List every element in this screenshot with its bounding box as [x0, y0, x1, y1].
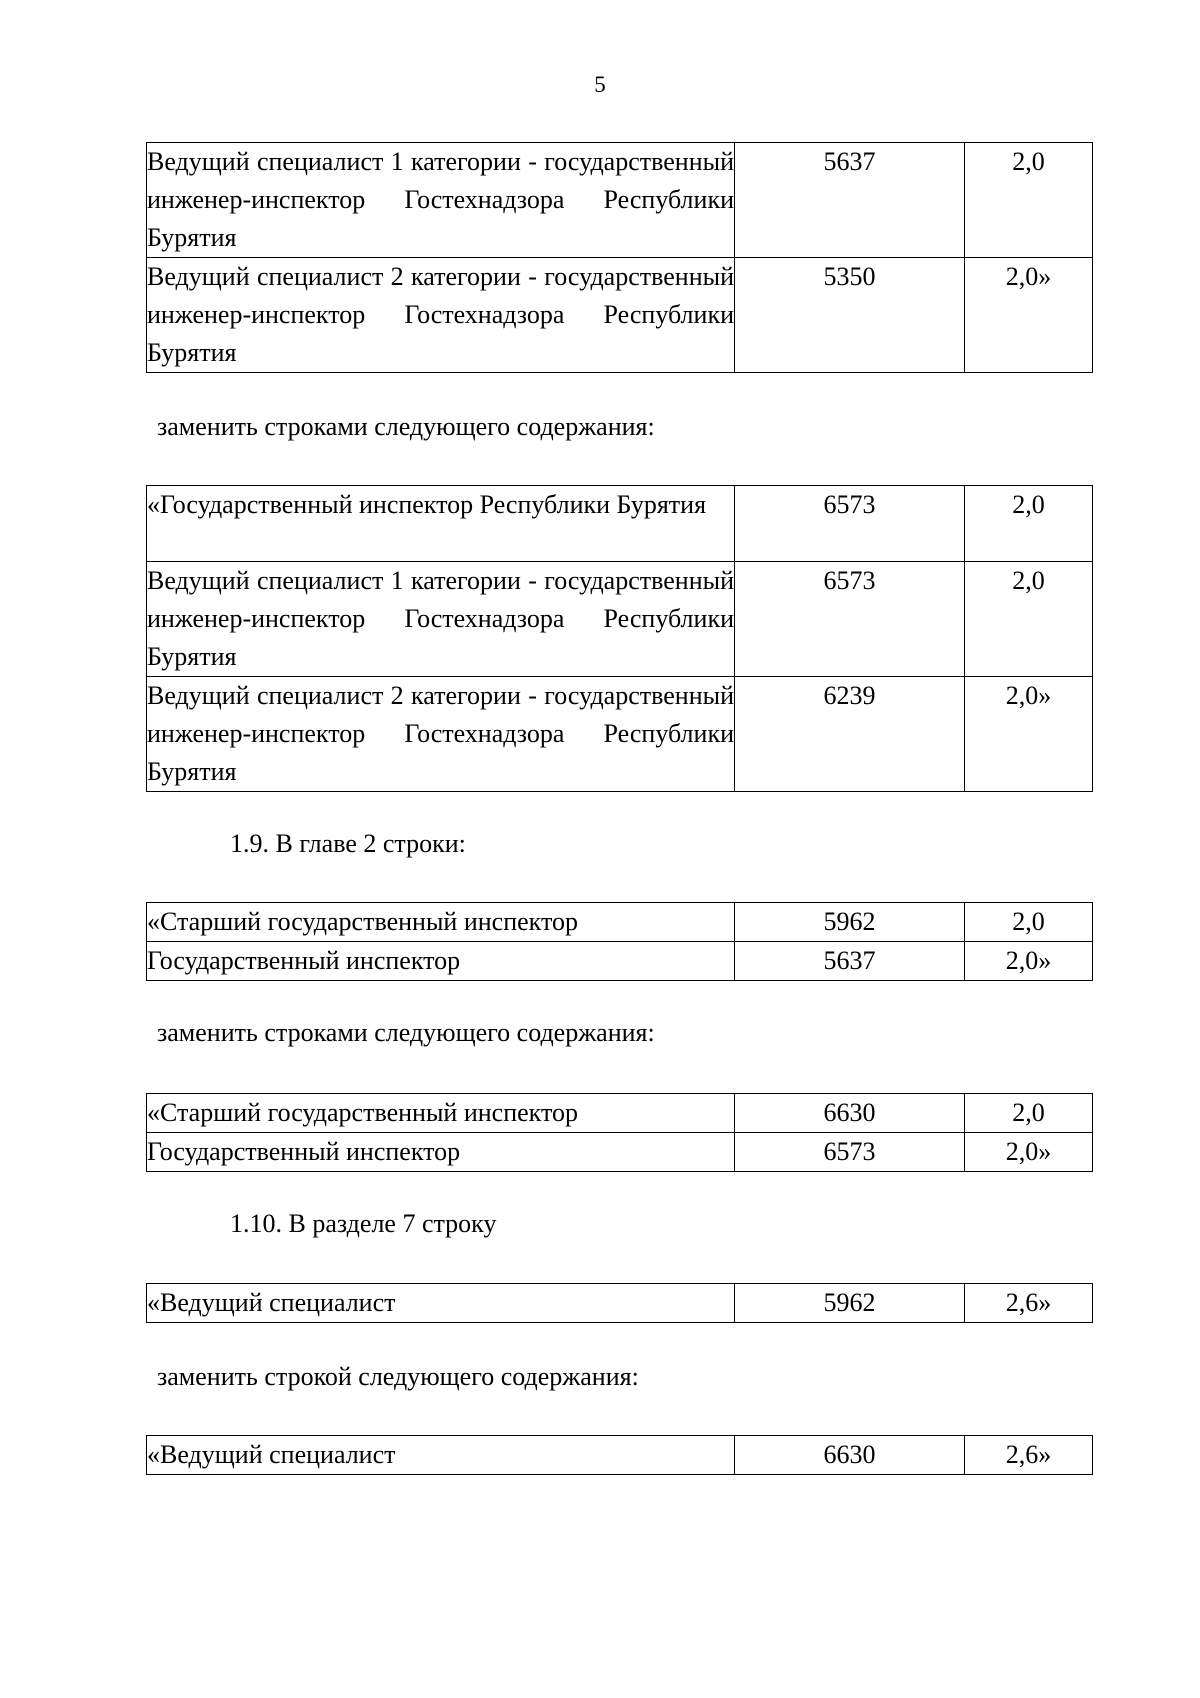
salary-value: 6573	[735, 1133, 965, 1172]
position-name: «Ведущий специалист	[147, 1436, 735, 1475]
position-name: «Государственный инспектор Республики Бурятия	[147, 486, 735, 562]
table-row	[147, 486, 1093, 562]
salary-value: 6573	[735, 562, 965, 677]
table-row	[147, 1436, 1093, 1475]
coefficient-value: 2,0	[965, 562, 1093, 677]
position-name: «Старший государственный инспектор	[147, 1094, 735, 1133]
position-name: «Старший государственный инспектор	[147, 903, 735, 942]
table-row	[147, 1133, 1093, 1172]
position-name: Ведущий специалист 2 категории - государственный инженер-инспектор Гостехнадзора Республики Бурятия	[147, 677, 735, 792]
position-name: Государственный инспектор	[147, 1133, 735, 1172]
item-1-10-heading: 1.10. В разделе 7 строку	[230, 1209, 497, 1238]
new-positions-table-2	[146, 1093, 1093, 1172]
new-positions-table-1	[146, 485, 1093, 792]
coefficient-value: 2,6»	[965, 1436, 1093, 1475]
replace-instruction-3: заменить строкой следующего содержания:	[157, 1362, 639, 1391]
coefficient-value: 2,0»	[965, 1133, 1093, 1172]
table-row	[147, 258, 1093, 373]
coefficient-value: 2,0	[965, 1094, 1093, 1133]
salary-value: 6630	[735, 1436, 965, 1475]
position-name: Государственный инспектор	[147, 942, 735, 981]
old-positions-table-1	[146, 142, 1093, 373]
replace-instruction-1: заменить строками следующего содержания:	[157, 412, 655, 441]
new-positions-table-3	[146, 1435, 1093, 1475]
table-row	[147, 1094, 1093, 1133]
position-name: Ведущий специалист 1 категории - государственный инженер-инспектор Гостехнадзора Республики Бурятия	[147, 143, 735, 258]
table-row	[147, 143, 1093, 258]
old-positions-table-3	[146, 1283, 1093, 1323]
old-positions-table-2	[146, 902, 1093, 981]
table-row	[147, 677, 1093, 792]
coefficient-value: 2,6»	[965, 1284, 1093, 1323]
replace-instruction-2: заменить строками следующего содержания:	[157, 1018, 655, 1047]
salary-value: 5962	[735, 1284, 965, 1323]
position-name: Ведущий специалист 2 категории - государственный инженер-инспектор Гостехнадзора Республики Бурятия	[147, 258, 735, 373]
position-name: «Ведущий специалист	[147, 1284, 735, 1323]
salary-value: 5350	[735, 258, 965, 373]
page-number: 5	[594, 72, 606, 97]
salary-value: 6573	[735, 486, 965, 562]
coefficient-value: 2,0»	[965, 942, 1093, 981]
coefficient-value: 2,0»	[965, 258, 1093, 373]
coefficient-value: 2,0»	[965, 677, 1093, 792]
position-name: Ведущий специалист 1 категории - государственный инженер-инспектор Гостехнадзора Республики Бурятия	[147, 562, 735, 677]
table-row	[147, 942, 1093, 981]
salary-value: 6630	[735, 1094, 965, 1133]
coefficient-value: 2,0	[965, 486, 1093, 562]
coefficient-value: 2,0	[965, 143, 1093, 258]
salary-value: 5637	[735, 143, 965, 258]
coefficient-value: 2,0	[965, 903, 1093, 942]
salary-value: 5962	[735, 903, 965, 942]
salary-value: 5637	[735, 942, 965, 981]
table-row	[147, 1284, 1093, 1323]
item-1-9-heading: 1.9. В главе 2 строки:	[230, 829, 466, 858]
table-row	[147, 562, 1093, 677]
table-row	[147, 903, 1093, 942]
salary-value: 6239	[735, 677, 965, 792]
